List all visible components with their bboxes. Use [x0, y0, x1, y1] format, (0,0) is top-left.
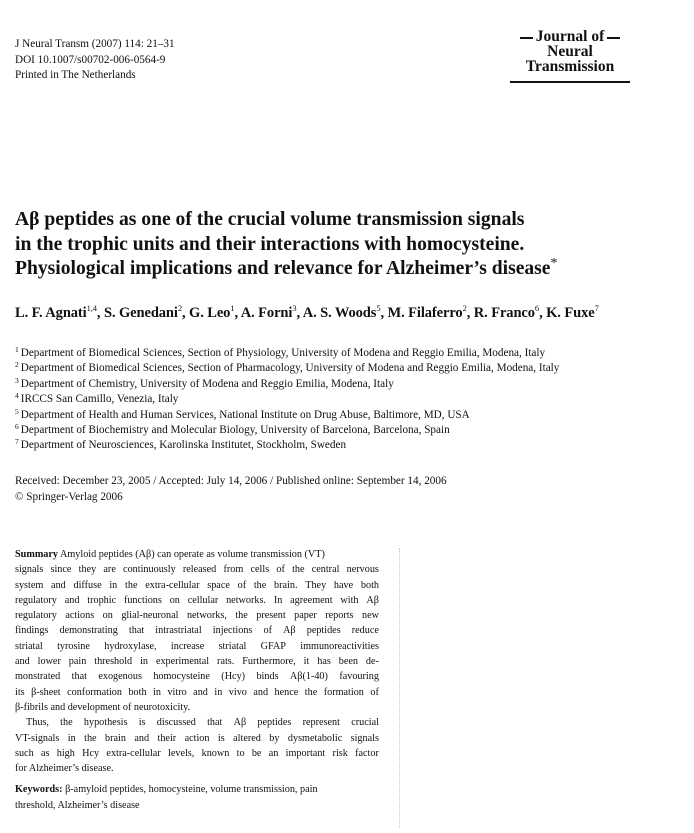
- affiliation-text: Department of Biomedical Sciences, Section of Pharmacology, University of Modena and Reggio Emilia, Modena, Italy: [20, 362, 560, 375]
- author-name: K. Fuxe: [546, 305, 595, 321]
- abstract-line: signals since they are continuously released from cells of the central nervous: [15, 564, 379, 576]
- affiliation: [15, 361, 559, 376]
- author-name: G. Leo: [189, 305, 231, 321]
- abstract-line: VT-signals in the brain and their action is altered by dysmetabolic signals: [15, 732, 379, 744]
- keywords-text: β-amyloid peptides, homocysteine, volume transmission, pain: [65, 784, 318, 796]
- abstract-line: monstrated that exogenous homocysteine (Hcy) binds Aβ(1-40) favouring: [15, 671, 379, 683]
- affiliation-number: 6: [15, 422, 19, 432]
- affiliation: [15, 377, 559, 392]
- author-name: L. F. Agnati: [15, 305, 87, 321]
- affiliation-number: 7: [15, 437, 19, 447]
- affiliation: [15, 423, 559, 438]
- dates-block: [15, 474, 447, 505]
- title-footnote-star: *: [550, 256, 558, 271]
- author-affiliation-number: 3: [292, 303, 297, 313]
- abstract-line: system and diffuse in the extra-cellular space of the brain. They have both: [15, 579, 379, 591]
- author-affiliation-number: 1: [230, 303, 235, 313]
- affiliation: [15, 392, 559, 407]
- copyright: © Springer-Verlag 2006: [15, 490, 123, 503]
- author-name: S. Genedani: [103, 305, 178, 321]
- author-name: A. S. Woods: [302, 305, 377, 321]
- abstract-line: and lower pain threshold in experimental rats. Furthermore, it has been de-: [15, 656, 379, 668]
- citation: J Neural Transm (2007) 114: 21–31: [15, 38, 175, 50]
- affiliation-text: Department of Chemistry, University of Modena and Reggio Emilia, Modena, Italy: [20, 377, 394, 390]
- author-name: R. Franco: [473, 305, 535, 321]
- affiliation: [15, 346, 559, 361]
- abstract-line: regulatory and trophic functions on cellular networks. In agreement with Aβ: [15, 594, 379, 606]
- logo-line1: Journal of: [535, 28, 605, 45]
- abstract-line: findings demonstrating that intrastriatal injections of Aβ peptides reduce: [15, 625, 379, 637]
- logo-line3: Transmission: [525, 58, 615, 75]
- logo-rule: [510, 81, 630, 83]
- author-name: M. Filaferro: [387, 305, 463, 321]
- author-list: L. F. Agnati$^{1,4}$, S. Genedani$^2$, G. Leo$^1$, A. Forni$^3$, A. S. Woods$^5$, M. Filaferro$^2$, R. Franco$^6$, K. Fuxe$^7$: [15, 303, 599, 321]
- keywords: [15, 782, 379, 813]
- logo-line2: Neural: [547, 43, 593, 60]
- author-affiliation-number: 1,4: [86, 303, 97, 313]
- paper-title: [15, 208, 558, 282]
- abstract-line: β-fibrils and development of neurotoxicity.: [15, 701, 191, 713]
- title-line: Physiological implications and relevance for Alzheimer’s disease: [15, 258, 551, 279]
- abstract-line: such as high Hcy extra-cellular levels, known to be an important risk factor: [15, 747, 379, 759]
- logo-dash-left: [520, 37, 533, 39]
- abstract-paragraph-1: [15, 547, 379, 715]
- author-affiliation-number: 6: [534, 303, 540, 313]
- history-dates: Received: December 23, 2005 / Accepted: July 14, 2006 / Published online: September 14, 2006: [15, 475, 447, 487]
- logo-dash-right: [607, 37, 620, 39]
- affiliation-number: 2: [15, 360, 19, 370]
- abstract-line: Thus, the hypothesis is discussed that Aβ peptides represent crucial: [26, 717, 379, 729]
- keywords-text: threshold, Alzheimer’s disease: [15, 799, 140, 811]
- affiliation-text: Department of Biomedical Sciences, Section of Physiology, University of Modena and Reggio Emilia, Modena, Italy: [20, 347, 546, 359]
- affiliation-text: IRCCS San Camillo, Venezia, Italy: [20, 393, 179, 406]
- abstract: [15, 547, 379, 813]
- affiliation-list: [15, 346, 559, 454]
- abstract-line: regulatory actions on glial-neuronal networks, the present paper reports new: [15, 610, 379, 622]
- affiliation-number: 5: [15, 406, 19, 416]
- author-affiliation-number: 2: [462, 303, 467, 313]
- abstract-paragraph-2: [15, 715, 379, 776]
- title-line: Aβ peptides as one of the crucial volume transmission signals: [15, 209, 525, 230]
- affiliation-number: 1: [15, 345, 19, 354]
- abstract-line: for Alzheimer’s disease.: [15, 763, 114, 775]
- abstract-line: its β-sheet conformation both in vitro and in vivo and hence the formation of: [15, 686, 379, 698]
- abstract-line: Summary Amyloid peptides (Aβ) can operate as volume transmission (VT): [15, 549, 325, 560]
- affiliation-number: 4: [15, 391, 19, 401]
- affiliation-text: Department of Neurosciences, Karolinska Institutet, Stockholm, Sweden: [20, 439, 347, 452]
- title-line: in the trophic units and their interactions with homocysteine.: [15, 233, 525, 255]
- author-name: A. Forni: [240, 305, 293, 321]
- printed-in: Printed in The Netherlands: [15, 69, 136, 81]
- citation-block: [15, 37, 175, 84]
- affiliation-text: Department of Biochemistry and Molecular Biology, University of Barcelona, Barcelona, Spain: [20, 424, 450, 437]
- column-separator: [399, 548, 400, 828]
- keywords-label: Keywords:: [15, 784, 63, 796]
- author-affiliation-number: 2: [177, 303, 182, 313]
- journal-logo: [510, 29, 630, 83]
- abstract-heading: Summary: [15, 549, 59, 560]
- affiliation: [15, 408, 559, 423]
- abstract-line: striatal tyrosine hydroxylase, increase striatal GFAP immunoreactivities: [15, 640, 379, 652]
- author-affiliation-number: 7: [594, 303, 599, 313]
- author-affiliation-number: 5: [376, 303, 381, 313]
- doi: DOI 10.1007/s00702-006-0564-9: [15, 53, 166, 66]
- affiliation-number: 3: [15, 375, 19, 385]
- affiliation-text: Department of Health and Human Services, National Institute on Drug Abuse, Baltimore, MD, USA: [20, 408, 470, 421]
- affiliation: [15, 438, 559, 453]
